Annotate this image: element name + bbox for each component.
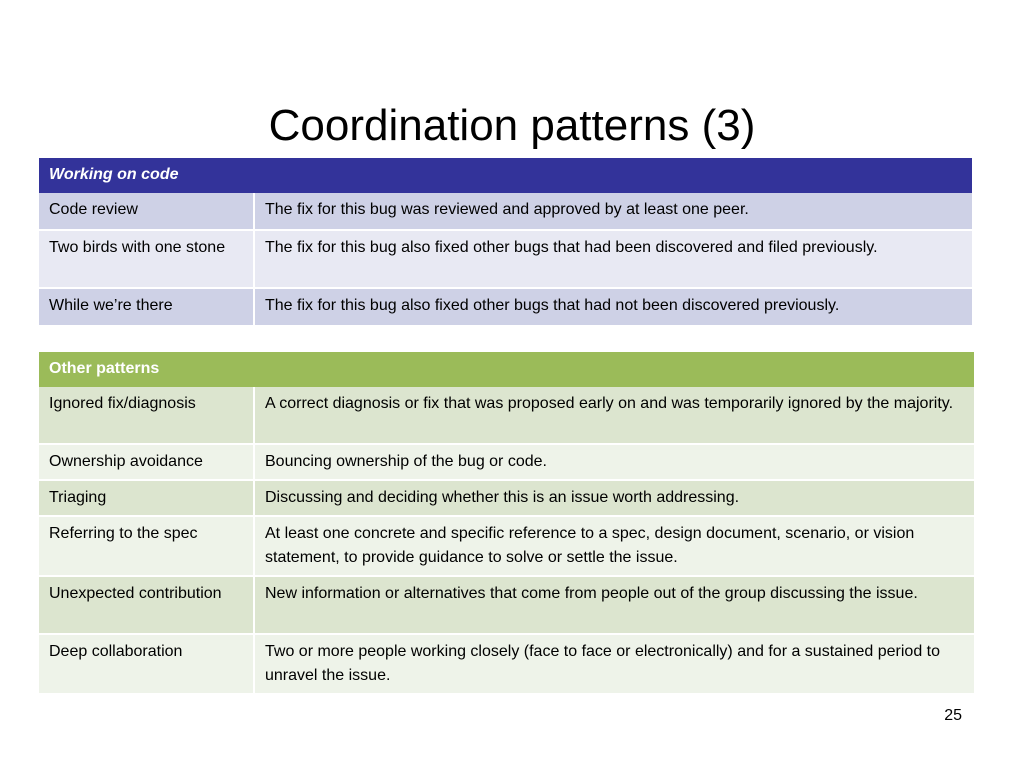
table-row <box>39 517 974 577</box>
pattern-description-cell: Two or more people working closely (face to face or electronically) and for a sustained period to unravel the issue. <box>255 635 974 695</box>
pattern-name-cell: Two birds with one stone <box>39 231 255 289</box>
table-row <box>39 387 974 445</box>
pattern-name-cell: Code review <box>39 193 255 231</box>
pattern-description-cell: The fix for this bug also fixed other bugs that had been discovered and filed previously. <box>255 231 972 289</box>
table-row <box>39 577 974 635</box>
page-number: 25 <box>944 707 962 724</box>
pattern-description-cell: The fix for this bug was reviewed and approved by at least one peer. <box>255 193 972 231</box>
table-row <box>39 193 972 231</box>
pattern-description-cell: The fix for this bug also fixed other bugs that had not been discovered previously. <box>255 289 972 327</box>
table-header-row <box>39 352 974 387</box>
table-header-other-patterns: Other patterns <box>39 352 974 387</box>
table-row <box>39 231 972 289</box>
table-header-row <box>39 158 972 193</box>
pattern-name-cell: Deep collaboration <box>39 635 255 695</box>
pattern-description-cell: New information or alternatives that come from people out of the group discussing the issue. <box>255 577 974 635</box>
table-row <box>39 289 972 327</box>
table-row <box>39 445 974 481</box>
table-row <box>39 481 974 517</box>
pattern-description-cell: Discussing and deciding whether this is an issue worth addressing. <box>255 481 974 517</box>
pattern-name-cell: While we’re there <box>39 289 255 327</box>
table-row <box>39 635 974 695</box>
pattern-name-cell: Referring to the spec <box>39 517 255 577</box>
pattern-name-cell: Ownership avoidance <box>39 445 255 481</box>
working-on-code-table <box>39 158 972 327</box>
pattern-description-cell: At least one concrete and specific reference to a spec, design document, scenario, or vision statement, to provide guidance to solve or settle the issue. <box>255 517 974 577</box>
pattern-description-cell: A correct diagnosis or fix that was proposed early on and was temporarily ignored by the majority. <box>255 387 974 445</box>
table-header-working-on-code: Working on code <box>39 158 972 193</box>
other-patterns-table <box>39 352 974 695</box>
pattern-name-cell: Triaging <box>39 481 255 517</box>
pattern-name-cell: Ignored fix/diagnosis <box>39 387 255 445</box>
pattern-name-cell: Unexpected contribution <box>39 577 255 635</box>
slide-title: Coordination patterns (3) <box>268 101 756 151</box>
pattern-description-cell: Bouncing ownership of the bug or code. <box>255 445 974 481</box>
